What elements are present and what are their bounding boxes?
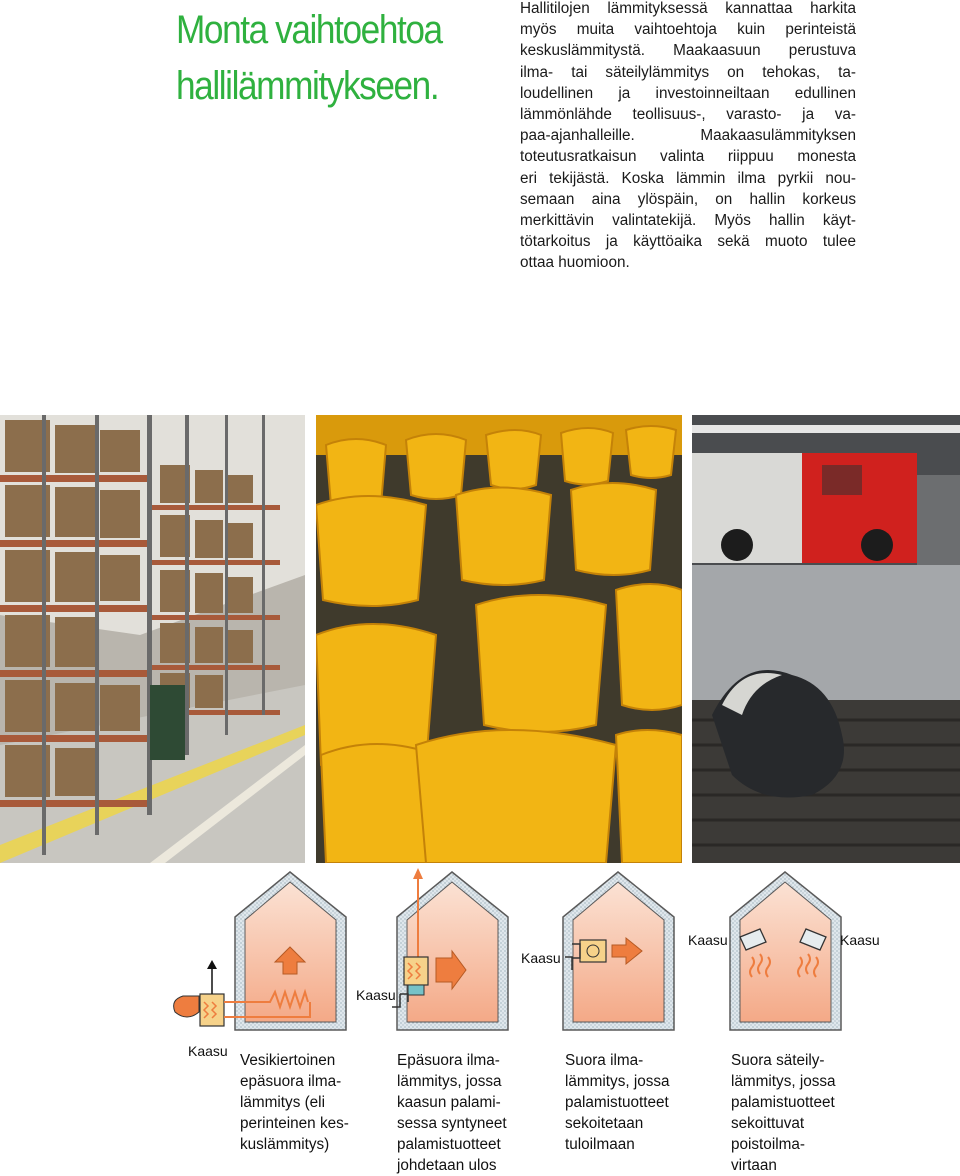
caption-line: palamistuotteet [731, 1094, 835, 1111]
caption-line: kaasun palami- [397, 1094, 501, 1111]
caption-line: poistoilma- [731, 1136, 805, 1153]
caption-line: johdetaan ulos [397, 1157, 497, 1174]
caption-line: palamistuotteet [565, 1094, 669, 1111]
caption-line: lämmitys (eli [240, 1094, 325, 1111]
caption-line: Vesikiertoinen [240, 1052, 336, 1069]
caption-line: sessa syntyneet [397, 1115, 507, 1132]
intro-line: merkittävin valintatekijä. Myös hallin käyt- [520, 212, 856, 230]
stadium-seats-photo [316, 415, 682, 863]
intro-line: eri tekijästä. Koska lämmin ilma pyrkii nou- [520, 169, 856, 187]
warehouse-photo [0, 415, 305, 863]
caption-3 [565, 1050, 670, 1155]
intro-line: Hallitilojen lämmityksessä kannattaa harkita [520, 0, 856, 17]
caption-line: Suora säteily- [731, 1052, 825, 1069]
boiler-icon [174, 960, 224, 1026]
gas-label-1: Kaasu [188, 1043, 228, 1059]
intro-line: lämmönlähde teollisuus-, varasto- ja va- [520, 106, 856, 124]
title-line: Monta vaihtoehtoa [176, 8, 442, 52]
caption-line: tuloilmaan [565, 1136, 635, 1153]
intro-line: paa-ajanhalleille. Maakaasulämmityksen [520, 127, 856, 145]
caption-line: Epäsuora ilma- [397, 1052, 500, 1069]
gas-label-4b: Kaasu [840, 932, 880, 948]
intro-line: toteutusratkaisun valinta riippuu monesta [520, 148, 856, 166]
title-line: hallilämmitykseen. [176, 64, 439, 108]
intro-line: keskuslämmitystä. Maakaasuun perustuva [520, 42, 856, 60]
intro-line: loudellinen ja investoinneiltaan edullinen [520, 84, 856, 102]
intro-line: ilma- tai säteilylämmitys on tehokas, ta- [520, 63, 856, 81]
gas-label-2: Kaasu [356, 987, 396, 1003]
intro-line: ottaa huomioon. [520, 254, 630, 272]
gas-label-4a: Kaasu [688, 932, 728, 948]
heating-diagram [0, 862, 960, 1057]
intro-line: tötarkoitus ja käyttöaika sekä muoto tulee [520, 233, 856, 251]
caption-line: sekoitetaan [565, 1115, 644, 1132]
intro-line: myös muita vaihtoehtoja kuin perinteistä [520, 21, 856, 39]
caption-line: sekoittuvat [731, 1115, 805, 1132]
intro-paragraph [520, 0, 856, 274]
caption-line: Suora ilma- [565, 1052, 644, 1069]
caption-line: lämmitys, jossa [397, 1073, 502, 1090]
page-title [176, 2, 440, 114]
gas-label-3: Kaasu [521, 950, 561, 966]
caption-4 [731, 1050, 836, 1176]
caption-line: perinteinen kes- [240, 1115, 349, 1132]
caption-1 [240, 1050, 349, 1155]
caption-line: lämmitys, jossa [565, 1073, 670, 1090]
intro-line: semaan aina ylöspäin, on hallin korkeus [520, 190, 856, 208]
caption-line: virtaan [731, 1157, 777, 1174]
caption-line: epäsuora ilma- [240, 1073, 342, 1090]
caption-line: kuslämmitys) [240, 1136, 330, 1153]
caption-line: palamistuotteet [397, 1136, 501, 1153]
hall-4 [730, 872, 841, 1030]
fire-station-photo [692, 415, 960, 863]
caption-2 [397, 1050, 507, 1176]
caption-line: lämmitys, jossa [731, 1073, 836, 1090]
